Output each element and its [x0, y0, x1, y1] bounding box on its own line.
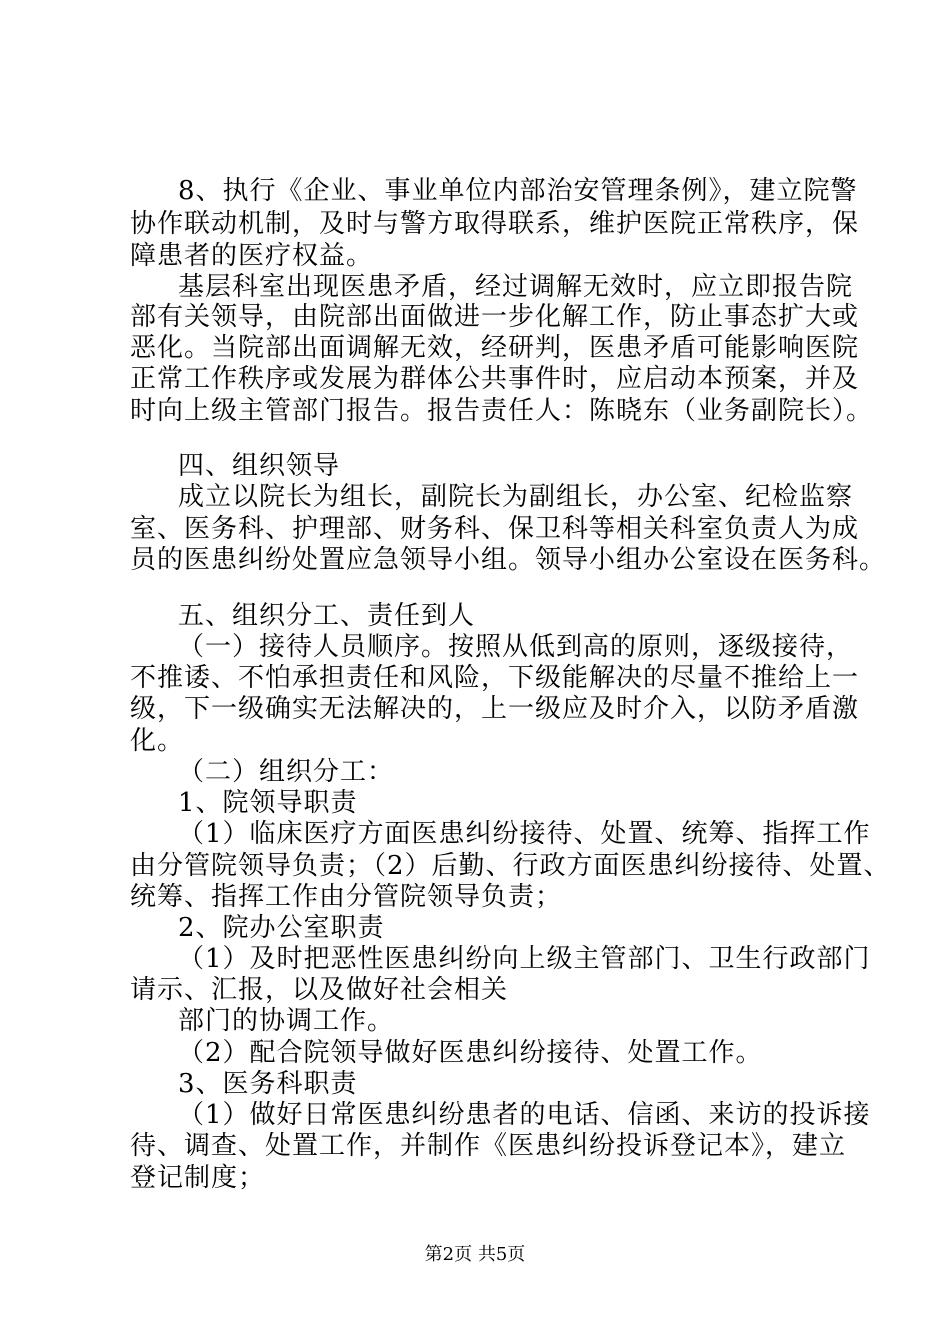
- body-text-line: 不推诿、不怕承担责任和风险，下级能解决的尽量不推给上一: [130, 663, 860, 693]
- subsection-heading: 3、医务科职责: [178, 1069, 358, 1099]
- body-text-line: 化。: [130, 726, 185, 756]
- body-text-line: 由分管院领导负责；（2）后勤、行政方面医患纠纷接待、处置、: [130, 851, 891, 881]
- page-number-footer: 第2页 共5页: [424, 1244, 526, 1265]
- body-text-line: 部有关领导，由院部出面做进一步化解工作，防止事态扩大或: [130, 302, 860, 332]
- body-text-line: 请示、汇报，以及做好社会相关: [130, 975, 509, 1005]
- body-text-line: （1）做好日常医患纠纷患者的电话、信函、来访的投诉接: [178, 1100, 871, 1130]
- body-text-line: 协作联动机制，及时与警方取得联系，维护医院正常秩序，保: [130, 209, 860, 239]
- body-text-line: （1）及时把恶性医患纠纷向上级主管部门、卫生行政部门: [178, 944, 871, 974]
- subsection-heading: 1、院领导职责: [178, 788, 358, 818]
- subsection-heading: （二）组织分工：: [178, 757, 395, 787]
- body-text-line: 基层科室出现医患矛盾，经过调解无效时，应立即报告院: [178, 272, 854, 302]
- body-text-line: 登记制度；: [130, 1163, 266, 1193]
- body-text-line: 障患者的医疗权益。: [130, 241, 374, 271]
- body-text-line: 待、调查、处置工作，并制作《医患纠纷投诉登记本》，建立: [130, 1131, 847, 1161]
- body-text-line: 8、执行《企业、事业单位内部治安管理条例》，建立院警: [178, 176, 858, 206]
- body-text-line: （1）临床医疗方面医患纠纷接待、处置、统筹、指挥工作: [178, 819, 871, 849]
- body-text-line: 统筹、指挥工作由分管院领导负责；: [130, 882, 563, 912]
- body-text-line: 正常工作秩序或发展为群体公共事件时，应启动本预案，并及: [130, 364, 860, 394]
- body-text-line: 级，下一级确实无法解决的，上一级应及时介入，以防矛盾激: [130, 694, 860, 724]
- body-text-line: 部门的协调工作。: [178, 1006, 395, 1036]
- section-heading: 五、组织分工、责任到人: [178, 601, 476, 631]
- body-text-line: 成立以院长为组长，副院长为副组长，办公室、纪检监察: [178, 482, 854, 512]
- body-text-line: 员的医患纠纷处置应急领导小组。领导小组办公室设在医务科。: [130, 545, 887, 575]
- body-text-line: 时向上级主管部门报告。报告责任人：陈晓东（业务副院长）。: [130, 396, 874, 426]
- body-text-line: （2）配合院领导做好医患纠纷接待、处置工作。: [178, 1038, 763, 1068]
- body-text-line: 室、医务科、护理部、财务科、保卫科等相关科室负责人为成: [130, 514, 860, 544]
- body-text-line: （一）接待人员顺序。按照从低到高的原则，逐级接待，: [178, 632, 854, 662]
- section-heading: 四、组织领导: [178, 451, 341, 481]
- body-text-line: 恶化。当院部出面调解无效，经研判，医患矛盾可能影响医院: [130, 333, 860, 363]
- subsection-heading: 2、院办公室职责: [178, 913, 385, 943]
